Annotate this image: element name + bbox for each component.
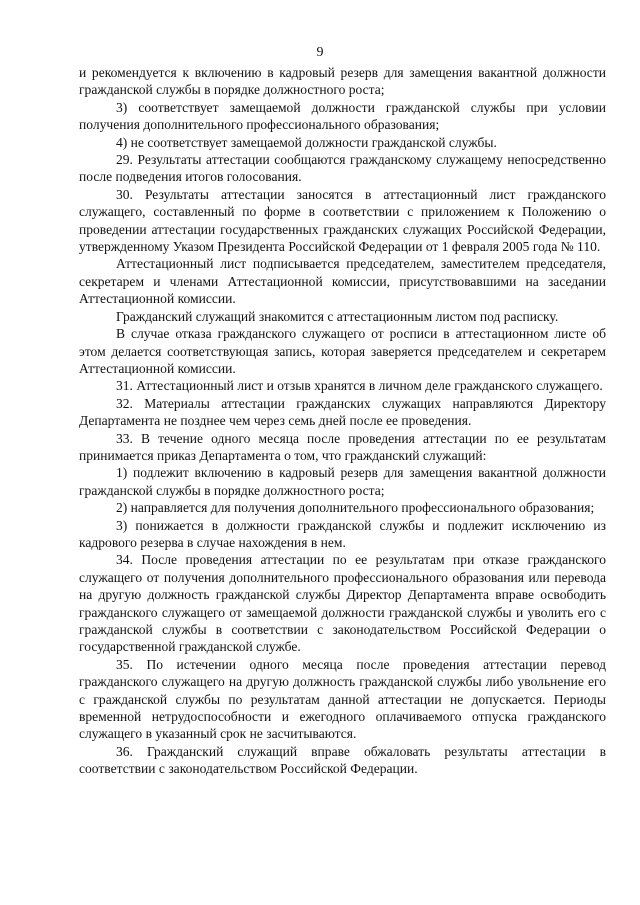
page-number: 9 — [316, 45, 324, 60]
paragraph-29: 29. Результаты аттестации сообщаются гражданскому служащему непосредственно после подведения итогов голосования. — [79, 152, 606, 185]
paragraph-30: 30. Результаты аттестации заносятся в аттестационный лист гражданского служащего, составленный по форме в соответствии с приложением к Положению о проведении аттестации государственных гражданских служащих Российской Федерации, утвержденному Указом Президента Российской Федерации от 1 февраля 2005 года № 110. — [79, 186, 606, 255]
paragraph-33: 33. В течение одного месяца после проведения аттестации по ее результатам принимается приказ Департамента о том, что гражданский служащий: — [79, 430, 606, 463]
paragraph-31: 31. Аттестационный лист и отзыв хранятся в личном деле гражданского служащего. — [116, 378, 603, 394]
paragraph-34: 34. После проведения аттестации по ее результатам при отказе гражданского служащего от получения дополнительного профессионального образования или перевода на другую должность гражданской службы Директор Департамента вправе освободить гражданского служащего от замещаемой должности гражданской службы и уволить его с гражданской службы в соответствии с законодательством Российской Федерации о государственной гражданской службе. — [79, 552, 606, 655]
document-body — [79, 64, 606, 778]
paragraph-item-3: 3) соответствует замещаемой должности гражданской службы при условии получения дополнительного профессионального образования; — [79, 99, 606, 133]
paragraph-item-4: 4) не соответствует замещаемой должности гражданской службы. — [116, 134, 497, 150]
paragraph-continuation: и рекомендуется к включению в кадровый резерв для замещения вакантной должности гражданской службы в порядке должностного роста; — [79, 65, 606, 98]
paragraph-refusal: В случае отказа гражданского служащего от росписи в аттестационном листе об этом делается соответствующая запись, которая заверяется председателем и секретарем Аттестационной комиссии. — [79, 326, 606, 376]
paragraph-35: 35. По истечении одного месяца после проведения аттестации перевод гражданского служащего на другую должность гражданской службы либо увольнение его с гражданской службы по результатам данной аттестации не допускается. Периоды временной нетрудоспособности и ежегодного оплачиваемого отпуска гражданского служащего в указанный срок не засчитываются. — [79, 656, 606, 742]
paragraph-32: 32. Материалы аттестации гражданских служащих направляются Директору Департамента не позднее чем через семь дней после ее проведения. — [79, 395, 606, 429]
paragraph-acknowledgement: Гражданский служащий знакомится с аттестационным листом под расписку. — [116, 308, 559, 324]
paragraph-33-item-2: 2) направляется для получения дополнительного профессионального образования; — [116, 500, 595, 516]
paragraph-36: 36. Гражданский служащий вправе обжаловать результаты аттестации в соответствии с законодательством Российской Федерации. — [79, 743, 606, 777]
paragraph-33-item-1: 1) подлежит включению в кадровый резерв для замещения вакантной должности гражданской службы в порядке должностного роста; — [79, 465, 606, 498]
paragraph-33-item-3: 3) понижается в должности гражданской службы и подлежит исключению из кадрового резерва в случае нахождения в нем. — [79, 517, 606, 550]
paragraph-attestation-sheet-signing: Аттестационный лист подписывается председателем, заместителем председателя, секретарем и членами Аттестационной комиссии, присутствовавшими на заседании Аттестационной комиссии. — [79, 256, 606, 307]
